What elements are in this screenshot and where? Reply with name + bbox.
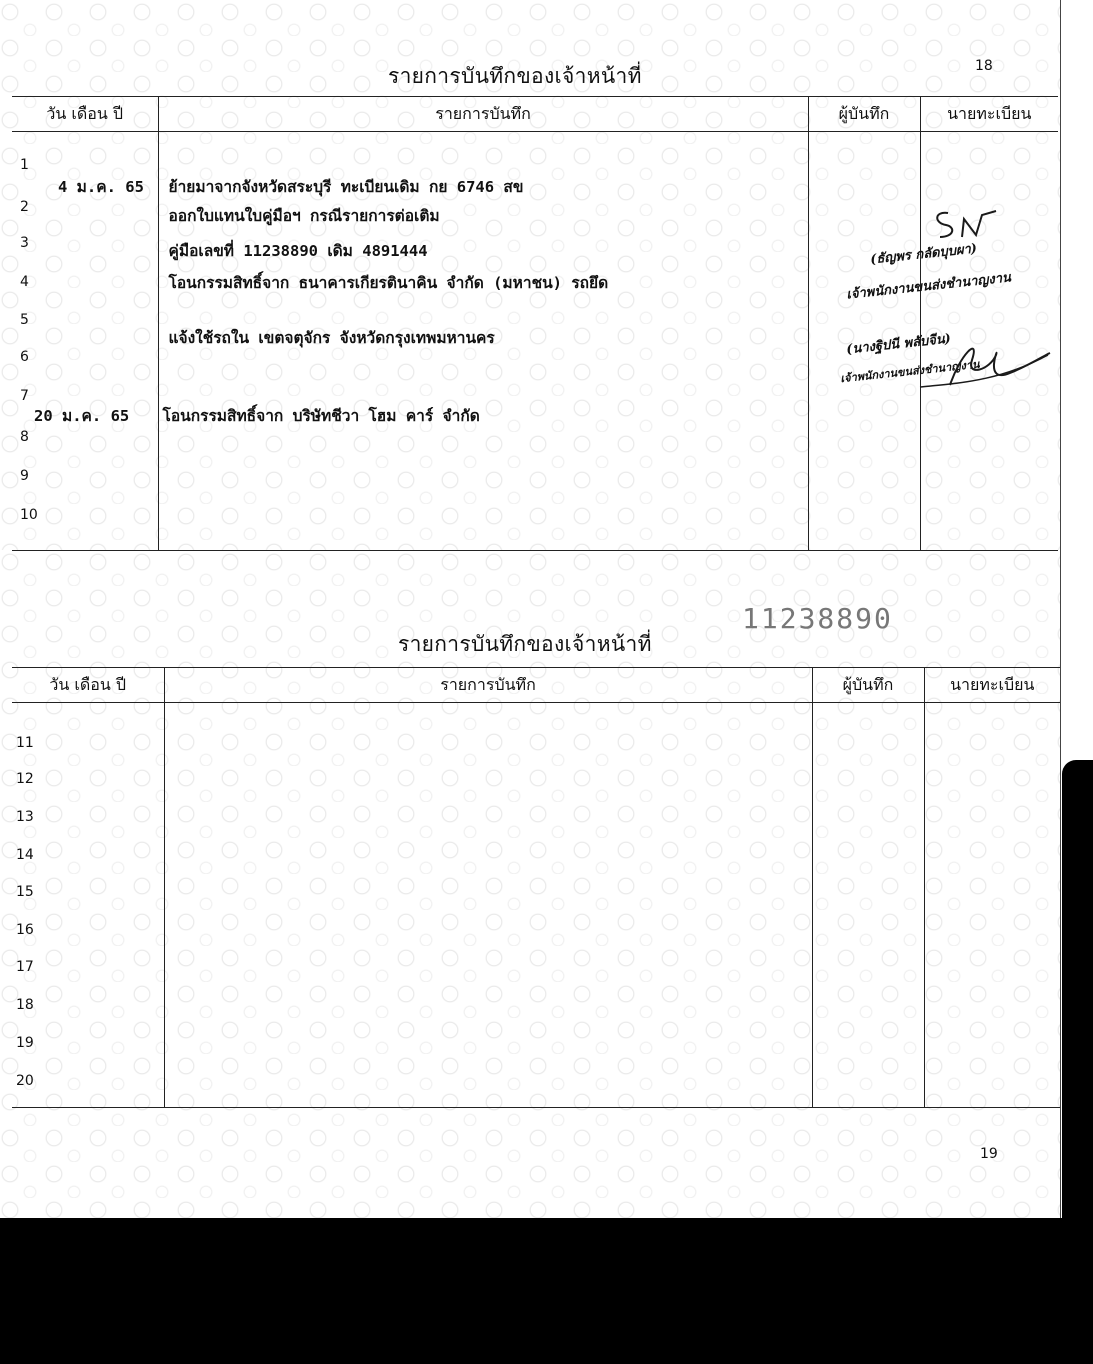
page-number: 18 [975,58,993,74]
line-number: 3 [20,235,29,251]
stamp-name: (นางฐิปนี พลับจีน) [845,331,952,358]
line-number: 11 [16,735,34,751]
line-number: 10 [20,507,38,523]
header-record: รายการบันทึก [164,668,812,703]
top-page [0,0,1061,550]
line-number: 5 [20,312,29,328]
line-number: 14 [16,847,34,863]
registrar-column [925,703,1061,1107]
line-number: 2 [20,199,29,215]
line-number: 15 [16,884,34,900]
recorder-column [813,703,924,1107]
header-registrar: นายทะเบียน [920,97,1058,132]
record-column [165,703,812,1107]
stamp-name: (ธัญพร กลัดบุบผา) [869,241,978,268]
line-number: 4 [20,274,29,290]
stamp-role: เจ้าพนักงานขนส่งชำนาญงาน [845,270,1012,303]
entry-line: คู่มือเลขที่ 11238890 เดิม 4891444 [168,242,428,260]
line-number: 1 [20,157,29,173]
line-number: 17 [16,959,34,975]
header-recorder: ผู้บันทึก [812,668,924,703]
page-number: 19 [980,1146,998,1162]
header-recorder: ผู้บันทึก [808,97,920,132]
line-number: 7 [20,388,29,404]
date-column [12,703,164,1107]
header-registrar: นายทะเบียน [924,668,1060,703]
header-record: รายการบันทึก [158,97,808,132]
header-date: วัน เดือน ปี [12,668,164,703]
entry-line: ออกใบแทนใบคู่มือฯ กรณีรายการต่อเติม [168,207,440,225]
entry-line: โอนกรรมสิทธิ์จาก บริษัทชีวา โฮม คาร์ จำกัด [162,407,480,425]
line-number: 9 [20,468,29,484]
line-number: 13 [16,809,34,825]
line-number: 16 [16,922,34,938]
line-number: 19 [16,1035,34,1051]
entry-date: 20 ม.ค. 65 [34,407,130,425]
line-number: 8 [20,429,29,445]
record-column [159,132,808,550]
line-number: 20 [16,1073,34,1089]
line-number: 12 [16,771,34,787]
entry-line: แจ้งใช้รถใน เขตจตุจักร จังหวัดกรุงเทพมหานคร [168,329,495,347]
date-column [12,132,158,550]
section-title: รายการบันทึกของเจ้าหน้าที่ [388,64,642,88]
signature-mark [900,315,1060,405]
line-number: 18 [16,997,34,1013]
bottom-page [0,550,1061,1218]
section-title: รายการบันทึกของเจ้าหน้าที่ [398,632,652,656]
header-date: วัน เดือน ปี [12,97,158,132]
scan-shadow [1062,760,1093,1220]
serial-fragment: 11238890 [742,602,893,635]
entry-line: ย้ายมาจากจังหวัดสระบุรี ทะเบียนเดิม กย 6746 สข [168,178,524,196]
scan-background [0,1218,1093,1364]
record-table [12,667,1060,1108]
entry-date: 4 ม.ค. 65 [58,178,144,196]
stamp-role: เจ้าพนักงานขนส่งชำนาญงาน [839,357,981,386]
entry-line: โอนกรรมสิทธิ์จาก ธนาคารเกียรตินาคิน จำกัด (มหาชน) รถยึด [168,274,609,292]
line-number: 6 [20,349,29,365]
